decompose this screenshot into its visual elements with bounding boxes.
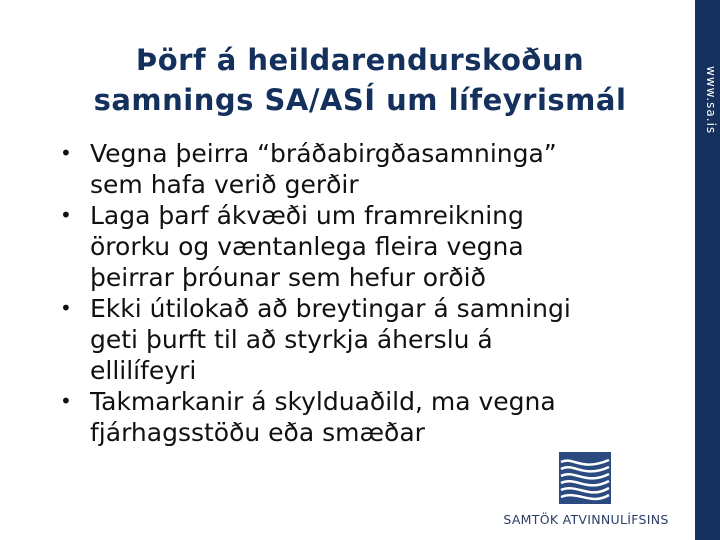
bullet-item-2 (57, 200, 677, 293)
bullet-3-line-2: geti þurft til að styrkja áherslu á (90, 325, 493, 354)
bullet-item-3 (57, 293, 677, 386)
bullet-3-line-1: Ekki útilokað að breytingar á samningi (90, 294, 571, 323)
bullet-dot-icon: • (60, 296, 72, 320)
bullet-2-line-3: þeirrar þróunar sem hefur orðið (90, 263, 486, 292)
bullet-3-line-3: ellilífeyri (90, 356, 197, 385)
slide-title-line-2: samnings SA/ASÍ um lífeyrismál (93, 83, 627, 117)
bullet-2-line-1: Laga þarf ákvæði um framreikning (90, 201, 524, 230)
bullet-4-line-1: Takmarkanir á skylduaðild, ma vegna (90, 387, 556, 416)
slide-title-line-1: Þörf á heildarendurskoðun (135, 43, 585, 77)
organization-logo-name: SAMTÖK ATVINNULÍFSINS (503, 512, 669, 527)
bullet-item-4 (57, 386, 677, 448)
bullet-2-line-2: örorku og væntanlega fleira vegna (90, 232, 524, 261)
bullet-1-line-2: sem hafa verið gerðir (90, 170, 359, 199)
bullet-list (57, 138, 677, 448)
bullet-dot-icon: • (60, 203, 72, 227)
bullet-dot-icon: • (60, 389, 72, 413)
bullet-4-line-2: fjárhagsstöðu eða smæðar (90, 418, 425, 447)
bullet-1-line-1: Vegna þeirra “bráðabirgðasamninga” (90, 139, 557, 168)
website-url: www.sa.is (704, 65, 718, 135)
sa-wave-logo-icon (559, 452, 611, 504)
bullet-dot-icon: • (60, 141, 72, 165)
slide-title (40, 40, 680, 120)
bullet-item-1 (57, 138, 677, 200)
